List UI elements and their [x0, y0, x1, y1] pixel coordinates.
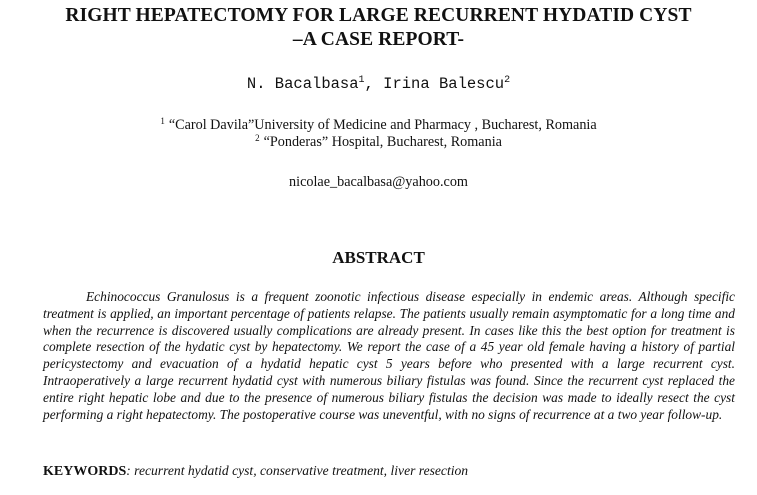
affiliation-mark: 1	[160, 116, 165, 126]
affiliation-text: “Ponderas” Hospital, Bucharest, Romania	[263, 134, 502, 150]
author-affiliation-mark: 2	[504, 75, 511, 86]
abstract-body: Echinococcus Granulosus is a frequent zoonotic infectious disease especially in endemic areas. Although specific treatment is applied, an important percentage of patients relapse. The patients usually remain asymptomatic for a long time and when the recurrence is discovered usually complications are already present. In cases like this the best option for treatment is complete resection of the hydatic cyst by hepatectomy. We report the case of a 45 year old female having a history of partial pericystectomy and evacuation of a hydatid hepatic cyst 5 years before who presented with a large recurrent cyst. Intraoperatively a large recurrent hydatid cyst with numerous biliary fistulas was found. Since the recurrent cyst replaced the entire right hepatic lobe and due to the presence of numerous biliary fistulas the decision was made to ideally resect the cyst performing a right hepatectomy. The postoperative course was uneventful, with no signs of recurrence at a two year follow-up.	[43, 289, 735, 422]
title-line-2: –A CASE REPORT-	[292, 29, 465, 50]
keywords-label: KEYWORDS	[43, 464, 127, 479]
contact-email: nicolae_bacalbasa@yahoo.com	[289, 174, 468, 190]
affiliation	[0, 117, 757, 134]
affiliation-text: “Carol Davila”University of Medicine and Pharmacy , Bucharest, Romania	[168, 117, 597, 133]
affiliation-mark: 2	[255, 133, 260, 143]
keywords-text: : recurrent hydatid cyst, conservative treatment, liver resection	[126, 463, 469, 478]
author-name: N. Bacalbasa	[246, 75, 359, 93]
author-separator: ,	[364, 75, 384, 93]
author-list	[0, 74, 757, 94]
author-name: Irina Balescu	[383, 75, 505, 93]
affiliation	[0, 134, 757, 151]
title-line-1: RIGHT HEPATECTOMY FOR LARGE RECURRENT HYDATID CYST	[65, 5, 692, 26]
author-affiliation-mark: 1	[358, 75, 365, 86]
abstract-heading: ABSTRACT	[332, 248, 425, 267]
paper-title	[0, 4, 757, 52]
keywords	[43, 462, 735, 480]
